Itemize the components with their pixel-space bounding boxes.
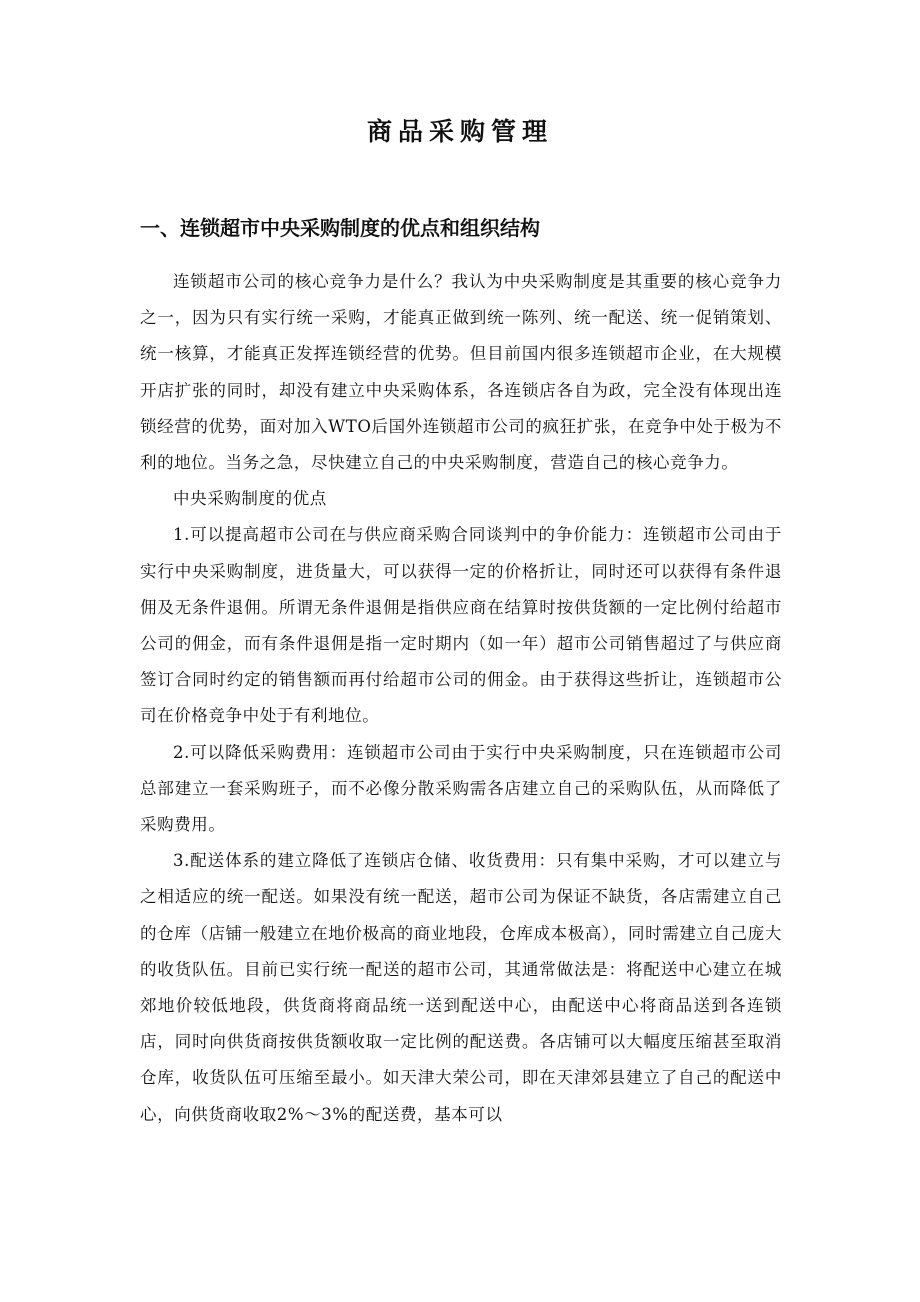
- paragraph-point-2: 2.可以降低采购费用：连锁超市公司由于实行中央采购制度，只在连锁超市公司总部建立一套采购班子，而不必像分散采购需各店建立自己的采购队伍，从而降低了采购费用。: [140, 742, 782, 835]
- section-heading: 一、连锁超市中央采购制度的优点和组织结构: [140, 216, 540, 240]
- document-title: 商品采购管理: [366, 117, 553, 146]
- body-text: [140, 264, 782, 1133]
- paragraph-point-1: 1.可以提高超市公司在与供应商采购合同谈判中的争价能力：连锁超市公司由于实行中央采购制度，进货量大，可以获得一定的价格折让，同时还可以获得有条件退佣及无条件退佣。所谓无条件退佣是指供应商在结算时按供货额的一定比例付给超市公司的佣金，而有条件退佣是指一定时期内（如一年）超市公司销售超过了与供应商签订合同时约定的销售额而再付给超市公司的佣金。由于获得这些折让，连锁超市公司在价格竞争中处于有利地位。: [140, 525, 782, 726]
- paragraph-core-competitiveness: 连锁超市公司的核心竞争力是什么？我认为中央采购制度是其重要的核心竞争力之一，因为只有实行统一采购，才能真正做到统一陈列、统一配送、统一促销策划、统一核算，才能真正发挥连锁经营的优势。但目前国内很多连锁超市企业，在大规模开店扩张的同时，却没有建立中央采购体系，各连锁店各自为政，完全没有体现出连锁经营的优势，面对加入WTO后国外连锁超市公司的疯狂扩张，在竞争中处于极为不利的地位。当务之急，尽快建立自己的中央采购制度，营造自己的核心竞争力。: [140, 272, 782, 473]
- paragraph-advantages-subheading: 中央采购制度的优点: [173, 489, 327, 509]
- paragraph-point-3: 3.配送体系的建立降低了连锁店仓储、收货费用：只有集中采购，才可以建立与之相适应的统一配送。如果没有统一配送，超市公司为保证不缺货，各店需建立自己的仓库（店铺一般建立在地价极高的商业地段，仓库成本极高），同时需建立自己庞大的收货队伍。目前已实行统一配送的超市公司，其通常做法是：将配送中心建立在城郊地价较低地段，供货商将商品统一送到配送中心，由配送中心将商品送到各连锁店，同时向供货商按供货额收取一定比例的配送费。各店铺可以大幅度压缩甚至取消仓库，收货队伍可压缩至最小。如天津大荣公司，即在天津郊县建立了自己的配送中心，向供货商收取2%～3%的配送费，基本可以: [140, 851, 782, 1124]
